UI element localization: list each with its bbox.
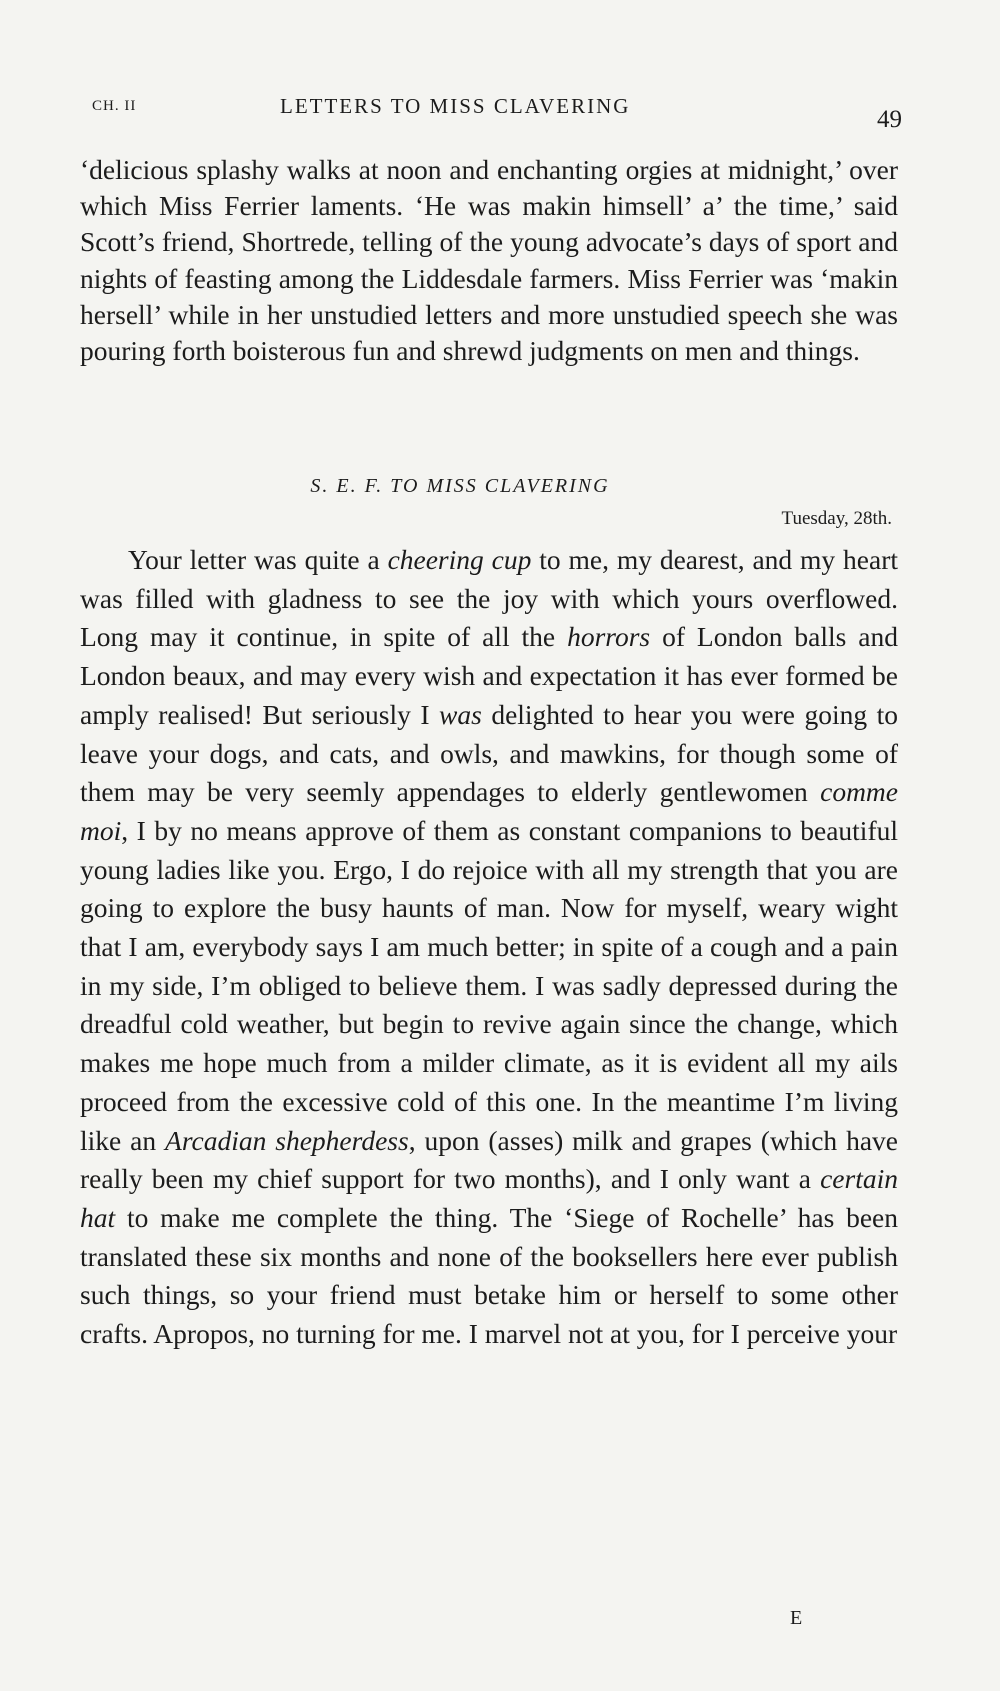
- intro-paragraph: ‘delicious splashy walks at noon and enchanting orgies at midnight,’ over which Miss Ferrier laments. ‘He was makin himsell’ a’ the time,’ said Scott’s friend, Shortrede, telling of the young advocate’s days of sport and nights of feasting among the Liddesdale farmers. Miss Ferrier was ‘makin hersell’ while in her unstudied letters and more unstudied speech she was pouring forth boisterous fun and shrewd judgments on men and things.: [80, 154, 898, 367]
- letter-heading: S. E. F. TO MISS CLAVERING: [310, 475, 610, 497]
- letter-text-segment: , I by no means approve of them as constant companions to beautiful young ladies like you. Ergo, I do rejoice with all my strength that you are going to explore the busy haunts of man. Now for myself, weary wight that I am, everybody says I am much better; in spite of a cough and a pain in my side, I’m obliged to believe them. I was sadly depressed during the dreadful cold weather, but begin to revive again since the change, which makes me hope much from a milder climate, as it is evident all my ails proceed from the excessive cold of this one. In the meantime I’m living like an: [80, 814, 898, 1156]
- letter-text-segment: to make me complete the thing. The ‘Siege of Rochelle’ has been translated these six months and none of the booksellers here ever publish such things, so your friend must betake him or herself to some other crafts. Apropos, no turning for me. I marvel not at you, for I perceive your: [80, 1201, 898, 1350]
- signature-mark: E: [790, 1607, 803, 1629]
- running-header: [90, 94, 902, 134]
- letter-text-segment: of London balls and London beaux, and may every wish and expectation it has ever formed be amply realised! But seriously I: [80, 621, 899, 730]
- chapter-label: CH. II: [92, 98, 137, 114]
- letter-emphasis: certain hat: [80, 1163, 898, 1233]
- letter-text-segment: to me, my dearest, and my heart was filled with gladness to see the joy with which yours overflowed. Long may it continue, in spite of all the: [80, 544, 898, 653]
- letter-emphasis: horrors: [567, 621, 651, 653]
- letter-emphasis: comme moi: [80, 776, 898, 846]
- letter-body: [80, 541, 898, 1354]
- letter-emphasis: was: [439, 698, 482, 730]
- running-title: LETTERS TO MISS CLAVERING: [280, 94, 631, 118]
- page-number: 49: [877, 106, 902, 133]
- letter-text-segment: Your letter was quite a: [128, 544, 388, 575]
- letter-emphasis: cheering cup: [387, 544, 532, 575]
- letter-date: Tuesday, 28th.: [781, 508, 892, 529]
- letter-text-segment: delighted to hear you were going to leave your dogs, and cats, and owls, and mawkins, for though some of them may be very seemly appendages to elderly gentlewomen: [80, 698, 898, 808]
- letter-emphasis: Arcadian shepherdess: [165, 1124, 409, 1156]
- letter-text-segment: , upon (asses) milk and grapes (which have really been my chief support for two months), and I only want a: [80, 1124, 898, 1195]
